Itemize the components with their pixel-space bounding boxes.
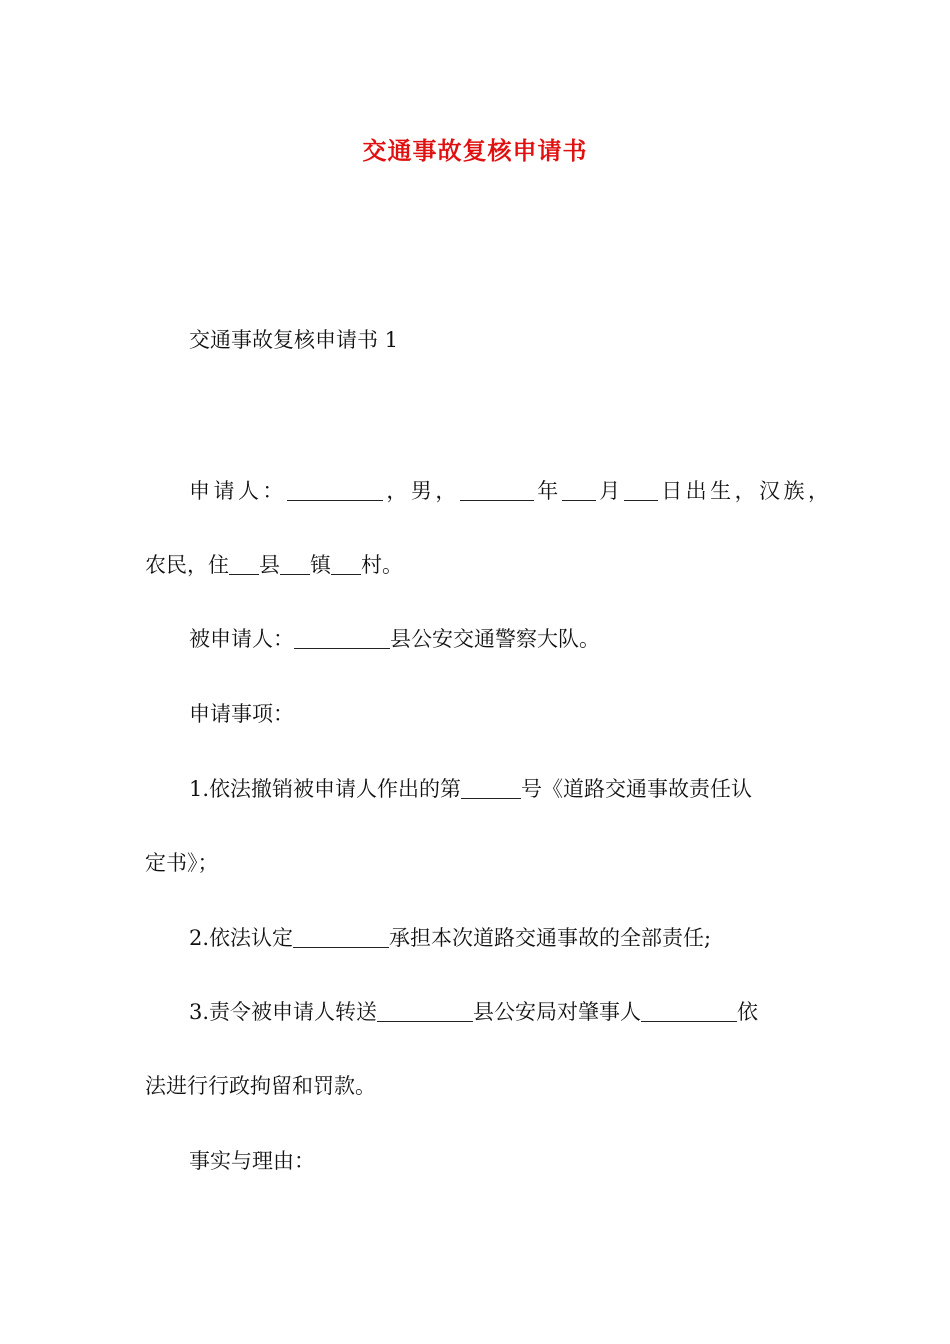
town-blank — [280, 552, 310, 575]
item1-line — [189, 774, 752, 804]
item2-prefix: 2.依法认定 — [189, 926, 294, 950]
month-text: 月 — [595, 479, 624, 503]
occupation-text: 农民，住 — [145, 553, 229, 577]
county-blank — [229, 552, 259, 575]
village-text: 村。 — [361, 553, 403, 577]
item3-line — [189, 997, 758, 1027]
item2-suffix: 承担本次道路交通事故的全部责任; — [389, 926, 712, 950]
item1-suffix: 号《道路交通事故责任认 — [521, 777, 753, 801]
county-text: 县 — [259, 553, 280, 577]
item3-blank-2 — [641, 999, 737, 1022]
applicant-line — [189, 476, 829, 506]
item3-suffix: 依 — [737, 1000, 759, 1024]
items-heading: 申请事项： — [189, 702, 294, 726]
address-line — [145, 550, 403, 580]
applicant-label: 申请人： — [189, 479, 287, 503]
item2-line — [189, 923, 711, 953]
document-title: 交通事故复核申请书 — [362, 137, 588, 165]
year-text: 年 — [533, 479, 562, 503]
item2-blank — [293, 925, 389, 948]
item1-continuation: 定书》； — [145, 851, 219, 875]
facts-heading: 事实与理由： — [189, 1149, 315, 1173]
item3-prefix: 3.责令被申请人转送 — [189, 1000, 378, 1024]
respondent-label: 被申请人： — [189, 627, 294, 651]
item3-blank-1 — [377, 999, 473, 1022]
name-blank — [287, 478, 383, 501]
respondent-blank — [294, 626, 390, 649]
item3-continuation: 法进行行政拘留和罚款。 — [145, 1074, 376, 1098]
item1-prefix: 1.依法撤销被申请人作出的第 — [189, 777, 462, 801]
day-blank — [624, 478, 658, 501]
month-blank — [562, 478, 596, 501]
item1-blank — [461, 776, 521, 799]
village-blank — [331, 552, 361, 575]
respondent-suffix: 县公安交通警察大队。 — [390, 627, 600, 651]
item3-mid: 县公安局对肇事人 — [473, 1000, 642, 1024]
respondent-line — [189, 624, 600, 654]
born-text: 日出生，汉族， — [657, 479, 830, 503]
sex-text: ，男， — [382, 479, 460, 503]
town-text: 镇 — [310, 553, 331, 577]
section-heading: 交通事故复核申请书 1 — [189, 328, 399, 352]
year-blank — [460, 478, 534, 501]
